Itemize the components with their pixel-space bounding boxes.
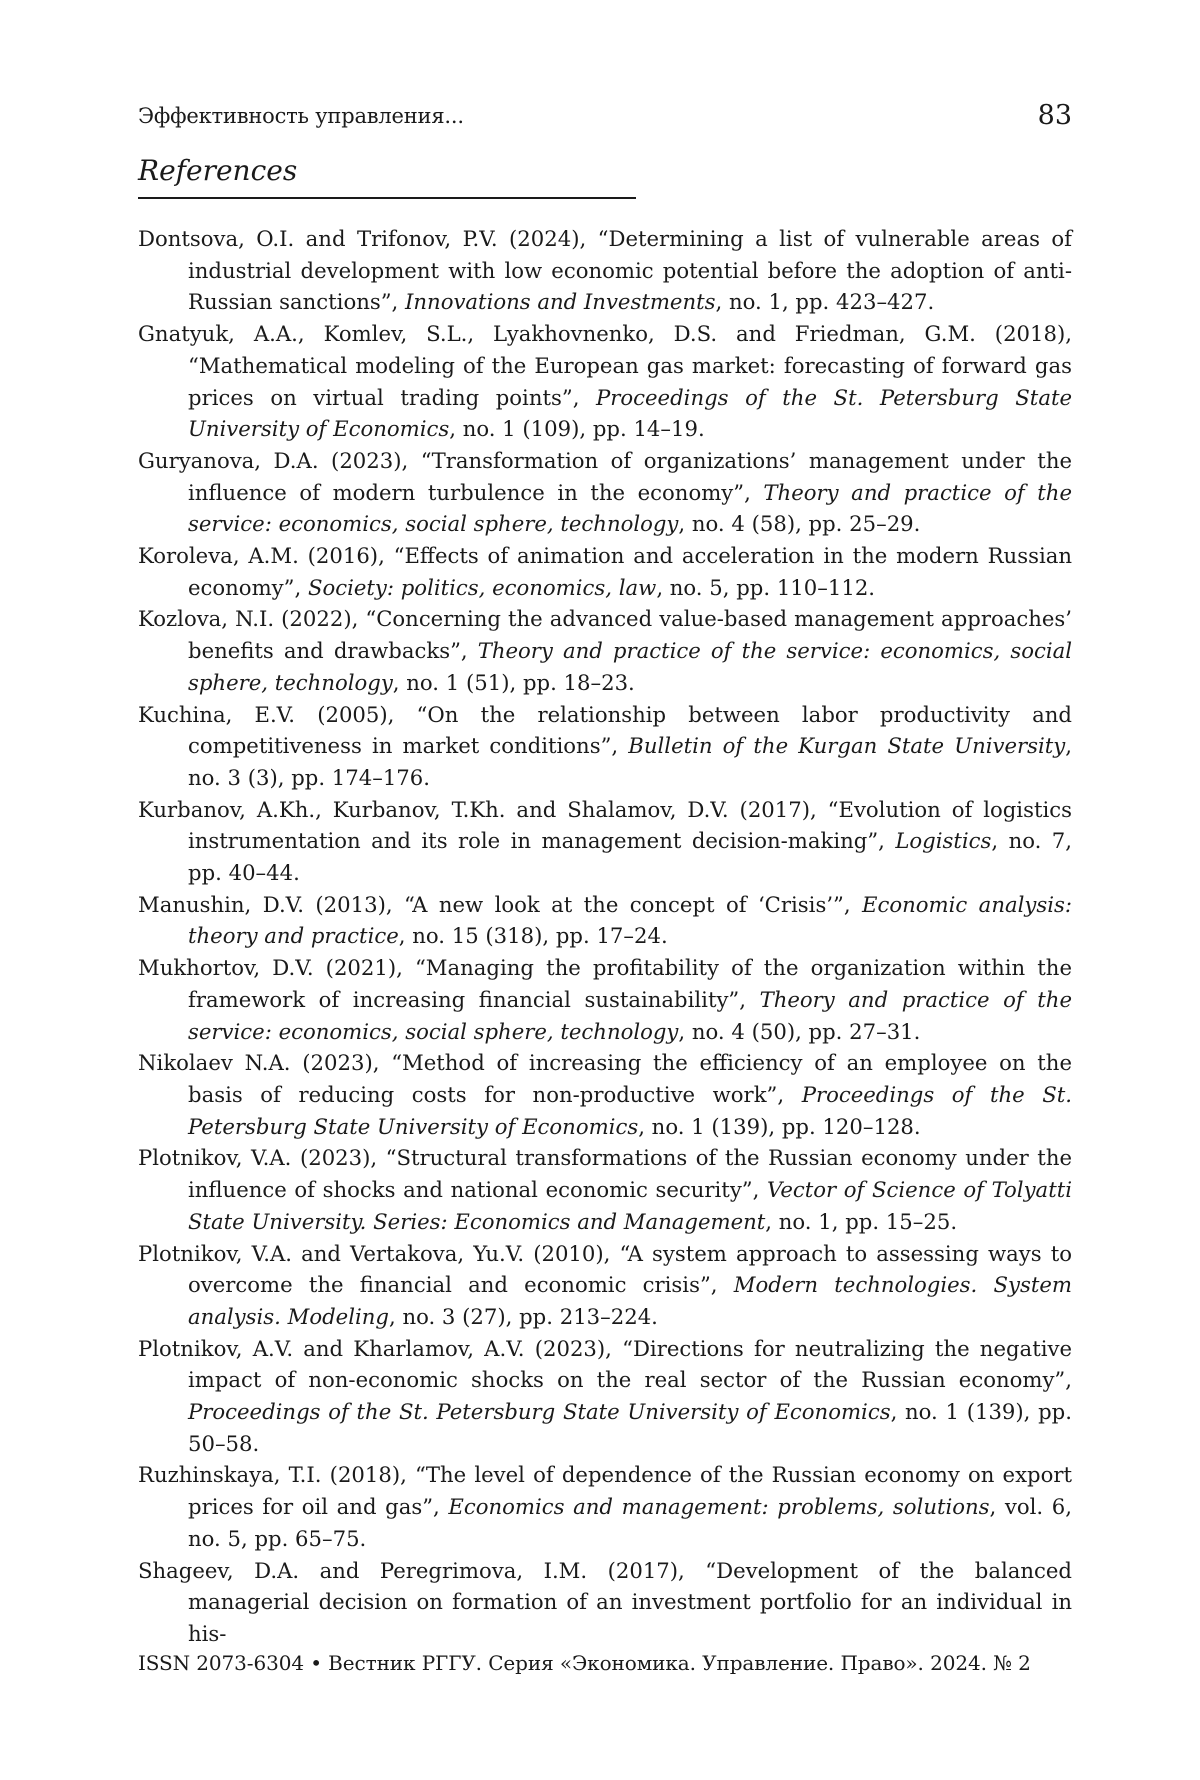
reference-text: Kurbanov, A.Kh., Kurbanov, T.Kh. and Shalamov, D.V. (2017), “Evolution of logistics instrumentation and its role in management decision-making”,: [138, 797, 1072, 854]
section-divider: [138, 197, 636, 199]
journal-title: Proceedings of the St. Petersburg State University of Economics: [188, 385, 1072, 442]
running-head: [138, 100, 1072, 134]
reference-details: , no. 7, pp. 40–44.: [188, 828, 1072, 885]
reference-text: Koroleva, A.M. (2016), “Effects of animation and acceleration in the modern Russian economy”,: [138, 543, 1072, 600]
reference-details: , no. 3 (3), pp. 174–176.: [188, 733, 1072, 790]
reference-item: [138, 540, 1072, 603]
page-number: 83: [1038, 100, 1072, 131]
reference-item: [138, 952, 1072, 1047]
reference-details: , no. 5, pp. 110–112.: [656, 575, 875, 600]
reference-details: , no. 4 (58), pp. 25–29.: [678, 511, 920, 536]
reference-item: [138, 1238, 1072, 1333]
running-title: Эффективность управления...: [138, 104, 464, 128]
journal-footer: ISSN 2073-6304 • Вестник РГГУ. Серия «Экономика. Управление. Право». 2024. № 2: [138, 1651, 1031, 1675]
journal-title: Innovations and Investments: [405, 289, 715, 314]
journal-title: Theory and practice of the service: economics, social sphere, technology: [188, 987, 1072, 1044]
reference-text: Plotnikov, A.V. and Kharlamov, A.V. (2023), “Directions for neutralizing the negative impact of non-economic shocks on the real sector of the Russian economy”,: [138, 1336, 1072, 1393]
reference-item: [138, 603, 1072, 698]
journal-title: Economic analysis: theory and practice: [188, 892, 1072, 949]
reference-text: Shageev, D.A. and Peregrimova, I.M. (2017), “Development of the balanced managerial decision on formation of an investment portfolio for an individual in his-: [138, 1558, 1072, 1646]
reference-details: , no. 1 (139), pp. 120–128.: [638, 1114, 920, 1139]
journal-title: Theory and practice of the service: economics, social sphere, technology: [188, 638, 1072, 695]
journal-title: Logistics: [895, 828, 991, 853]
journal-title: Bulletin of the Kurgan State University: [628, 733, 1065, 758]
journal-title: Modern technologies. System analysis. Modeling: [188, 1272, 1072, 1329]
reference-text: Kuchina, E.V. (2005), “On the relationship between labor productivity and competitiveness in market conditions”,: [138, 702, 1072, 759]
journal-title: Proceedings of the St. Petersburg State University of Economics: [188, 1082, 1072, 1139]
reference-text: Nikolaev N.A. (2023), “Method of increasing the efficiency of an employee on the basis of reducing costs for non-productive work”,: [138, 1050, 1072, 1107]
reference-details: , no. 1 (139), pp. 50–58.: [188, 1399, 1072, 1456]
reference-item: [138, 794, 1072, 889]
journal-title: Economics and management: problems, solutions: [448, 1494, 989, 1519]
reference-item: [138, 1459, 1072, 1554]
reference-text: Plotnikov, V.A. (2023), “Structural transformations of the Russian economy under the influence of shocks and national economic security”,: [138, 1145, 1072, 1202]
reference-item: [138, 889, 1072, 952]
reference-text: Plotnikov, V.A. and Vertakova, Yu.V. (2010), “A system approach to assessing ways to overcome the financial and economic crisis”,: [138, 1241, 1072, 1298]
reference-details: , no. 15 (318), pp. 17–24.: [399, 923, 668, 948]
journal-page: [138, 0, 1072, 1780]
reference-item: [138, 1555, 1072, 1650]
reference-item: [138, 318, 1072, 445]
reference-details: , no. 3 (27), pp. 213–224.: [389, 1304, 658, 1329]
journal-title: Society: politics, economics, law: [308, 575, 656, 600]
reference-details: , no. 1, pp. 15–25.: [765, 1209, 957, 1234]
journal-title: Theory and practice of the service: economics, social sphere, technology: [188, 480, 1072, 537]
reference-item: [138, 223, 1072, 318]
reference-details: , no. 1 (51), pp. 18–23.: [393, 670, 635, 695]
reference-list: [138, 223, 1072, 1650]
journal-title: Vector of Science of Tolyatti State University. Series: Economics and Management: [188, 1177, 1072, 1234]
reference-text: Dontsova, O.I. and Trifonov, P.V. (2024), “Determining a list of vulnerable areas of industrial development with low economic potential before the adoption of anti-Russian sanctions”,: [138, 226, 1072, 314]
reference-text: Guryanova, D.A. (2023), “Transformation of organizations’ management under the influence of modern turbulence in the economy”,: [138, 448, 1072, 505]
reference-item: [138, 445, 1072, 540]
reference-details: , no. 1, pp. 423–427.: [716, 289, 935, 314]
reference-text: Ruzhinskaya, T.I. (2018), “The level of dependence of the Russian economy on export prices for oil and gas”,: [138, 1462, 1072, 1519]
reference-text: Manushin, D.V. (2013), “A new look at the concept of ‘Crisis’”,: [138, 892, 862, 917]
journal-title: Proceedings of the St. Petersburg State University of Economics: [188, 1399, 891, 1424]
reference-text: Kozlova, N.I. (2022), “Concerning the advanced value-based management approaches’ benefits and drawbacks”,: [138, 606, 1072, 663]
section-title: References: [138, 154, 297, 187]
reference-details: , no. 4 (50), pp. 27–31.: [678, 1019, 920, 1044]
reference-text: Mukhortov, D.V. (2021), “Managing the profitability of the organization within the framework of increasing financial sustainability”,: [138, 955, 1072, 1012]
reference-item: [138, 1047, 1072, 1142]
reference-text: Gnatyuk, A.A., Komlev, S.L., Lyakhovnenko, D.S. and Friedman, G.M. (2018), “Mathematical modeling of the European gas market: forecasting of forward gas prices on virtual trading points”,: [138, 321, 1072, 409]
reference-details: , no. 1 (109), pp. 14–19.: [449, 416, 704, 441]
reference-item: [138, 699, 1072, 794]
reference-item: [138, 1333, 1072, 1460]
reference-details: , vol. 6, no. 5, pp. 65–75.: [188, 1494, 1072, 1551]
reference-item: [138, 1142, 1072, 1237]
